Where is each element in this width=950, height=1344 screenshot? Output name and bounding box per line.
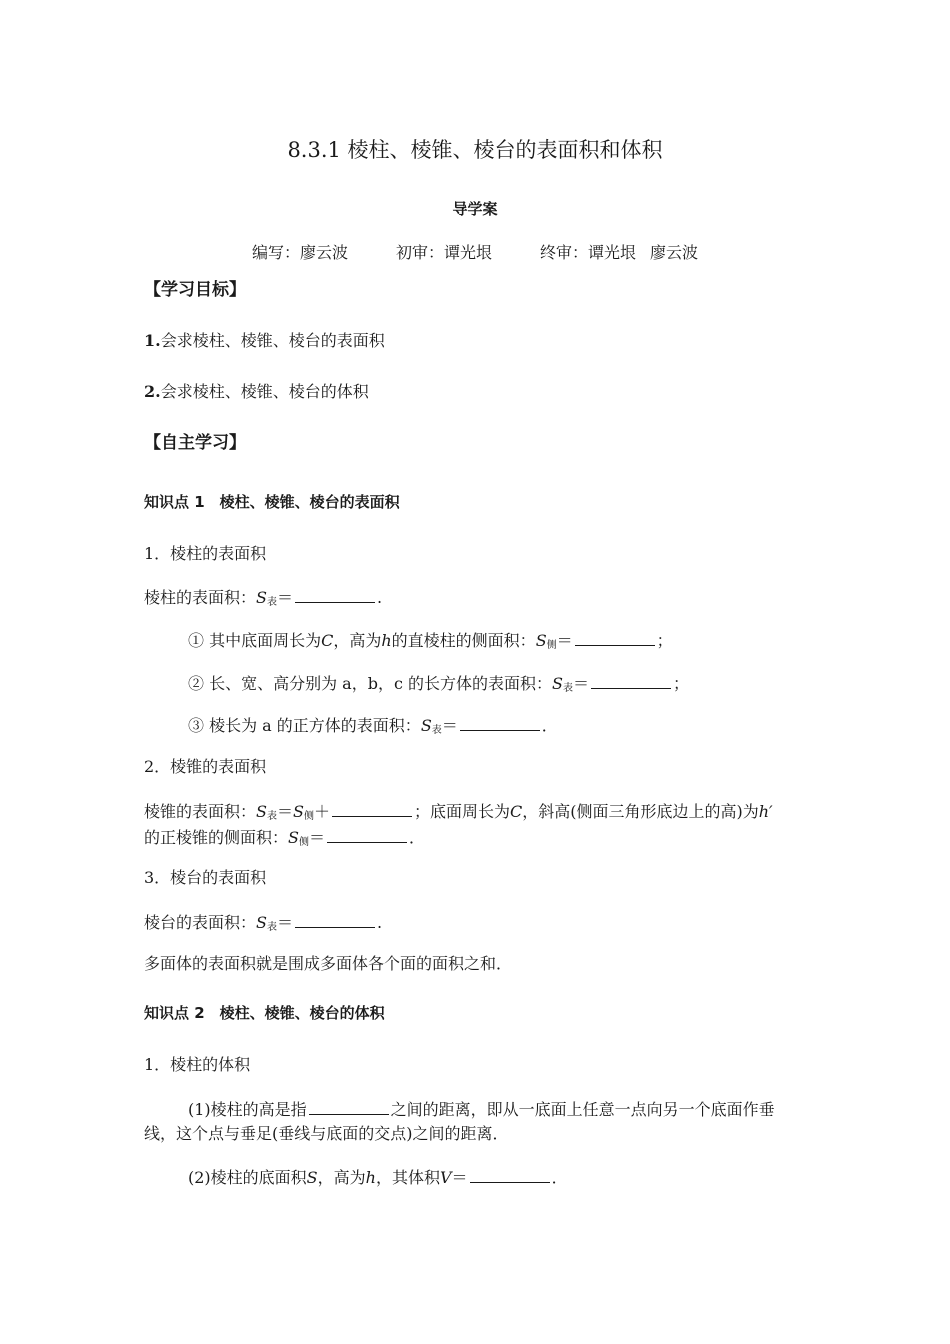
equals-sign: ＝: [556, 631, 573, 650]
subscript-biao: 表: [266, 597, 277, 608]
prism-lateral-formula: [188, 629, 673, 656]
goal-item-2-text: 会求棱柱、棱锥、棱台的体积: [160, 382, 369, 401]
subscript-ce: 侧: [546, 640, 557, 651]
lateral-text-1: ① 其中底面周长为: [188, 631, 322, 650]
height-text-2: 之间的距离，即从一底面上任意一点向另一个底面作垂: [390, 1100, 775, 1119]
page-title: 8.3.1 棱柱、棱锥、棱台的表面积和体积: [287, 138, 663, 162]
goal-item-1-text: 会求棱柱、棱锥、棱台的表面积: [160, 331, 385, 350]
symbol-h: h: [365, 1168, 376, 1187]
pyramid-text-2: ；底面周长为: [413, 802, 510, 821]
goal-item-1: [144, 331, 385, 351]
semicolon: ；: [656, 631, 673, 650]
pyramid-text-1: 棱锥的表面积：: [144, 802, 257, 821]
symbol-s: S: [288, 828, 299, 847]
answer-blank[interactable]: [470, 1166, 550, 1183]
goal-item-2-num: 2.: [144, 382, 161, 401]
frustum-surface-formula: [144, 911, 382, 938]
goal-item-1-num: 1.: [144, 331, 161, 350]
plus-sign: ＋: [313, 802, 330, 821]
volume-text-1: (2)棱柱的底面积: [188, 1168, 307, 1187]
period: .: [377, 913, 383, 932]
prism-surface-formula: [144, 586, 382, 613]
pyramid-text-4: 的正棱锥的侧面积：: [144, 828, 289, 847]
answer-blank[interactable]: [295, 586, 375, 603]
semicolon: ；: [673, 674, 690, 693]
frustum-surface-heading: 3．棱台的表面积: [144, 868, 267, 887]
polyhedron-note: 多面体的表面积就是围成多面体各个面的面积之和．: [144, 954, 513, 973]
prism-volume-formula: [188, 1166, 568, 1188]
knowledge-point-1: 知识点 1 棱柱、棱锥、棱台的表面积: [144, 493, 400, 511]
answer-blank[interactable]: [295, 911, 375, 928]
answer-blank[interactable]: [327, 826, 407, 843]
author-line: [0, 240, 950, 263]
equals-sign: ＝: [276, 802, 293, 821]
lateral-text-3: 的直棱柱的侧面积：: [391, 631, 536, 650]
knowledge-point-2: 知识点 2 棱柱、棱锥、棱台的体积: [144, 1004, 385, 1022]
page-subtitle: 导学案: [452, 200, 498, 218]
symbol-s: S: [420, 716, 432, 735]
symbol-s: S: [535, 631, 547, 650]
reviewer-final: 终审：谭光垠: [540, 243, 637, 262]
period: .: [377, 588, 383, 607]
pyramid-surface-heading: 2．棱锥的表面积: [144, 757, 267, 776]
answer-blank[interactable]: [575, 629, 655, 646]
subscript-ce: 侧: [298, 837, 309, 848]
equals-sign: ＝: [276, 913, 293, 932]
volume-text-2: ，高为: [317, 1168, 366, 1187]
prism-height-definition-cont: 线，这个点与垂足(垂线与底面的交点)之间的距离．: [144, 1124, 509, 1143]
pyramid-surface-formula: [144, 800, 773, 827]
answer-blank[interactable]: [460, 714, 540, 731]
prism-volume-heading: 1．棱柱的体积: [144, 1055, 251, 1074]
subscript-ce: 侧: [303, 811, 314, 822]
cuboid-text: ② 长、宽、高分别为 a，b，c 的长方体的表面积：: [188, 674, 553, 693]
symbol-s: S: [306, 1168, 318, 1187]
height-text-1: (1)棱柱的高是指: [188, 1100, 307, 1119]
symbol-s: S: [552, 674, 563, 693]
reviewer-final-2: 廖云波: [650, 243, 699, 262]
symbol-v: V: [439, 1168, 452, 1187]
symbol-s: S: [256, 588, 267, 607]
period: ．: [551, 1168, 568, 1187]
reviewer-first: 初审：谭光垠: [395, 243, 492, 262]
equals-sign: ＝: [451, 1168, 468, 1187]
symbol-c: C: [510, 802, 523, 821]
prism-surface-label: 棱柱的表面积：: [144, 588, 257, 607]
answer-blank[interactable]: [591, 672, 671, 689]
subscript-biao: 表: [266, 922, 277, 933]
goal-item-2: [144, 382, 369, 402]
equals-sign: ＝: [276, 588, 293, 607]
answer-blank[interactable]: [309, 1098, 389, 1115]
cube-surface-formula: [188, 714, 558, 741]
frustum-text: 棱台的表面积：: [144, 913, 257, 932]
symbol-s: S: [256, 802, 267, 821]
self-study-heading: 【自主学习】: [144, 433, 246, 453]
pyramid-text-3: ，斜高(侧面三角形底边上的高)为: [522, 802, 759, 821]
writer: 编写：廖云波: [251, 243, 348, 262]
pyramid-lateral-formula: [144, 826, 425, 853]
cube-text: ③ 棱长为 a 的正方体的表面积：: [188, 716, 421, 735]
subscript-biao: 表: [266, 811, 277, 822]
subscript-biao: 表: [431, 725, 442, 736]
answer-blank[interactable]: [332, 800, 412, 817]
cuboid-surface-formula: [188, 672, 689, 699]
subscript-biao: 表: [562, 683, 573, 694]
equals-sign: ＝: [308, 828, 325, 847]
period: ．: [541, 716, 558, 735]
symbol-h-prime: h′: [758, 802, 773, 821]
symbol-s: S: [256, 913, 267, 932]
equals-sign: ＝: [441, 716, 458, 735]
symbol-s: S: [293, 802, 304, 821]
prism-height-definition: [188, 1098, 775, 1120]
prism-surface-heading: 1．棱柱的表面积: [144, 544, 267, 563]
symbol-c: C: [321, 631, 334, 650]
equals-sign: ＝: [572, 674, 589, 693]
symbol-h: h: [381, 631, 392, 650]
lateral-text-2: ，高为: [333, 631, 382, 650]
volume-text-3: ，其体积: [375, 1168, 440, 1187]
goals-heading: 【学习目标】: [144, 280, 246, 300]
period: ．: [409, 828, 426, 847]
